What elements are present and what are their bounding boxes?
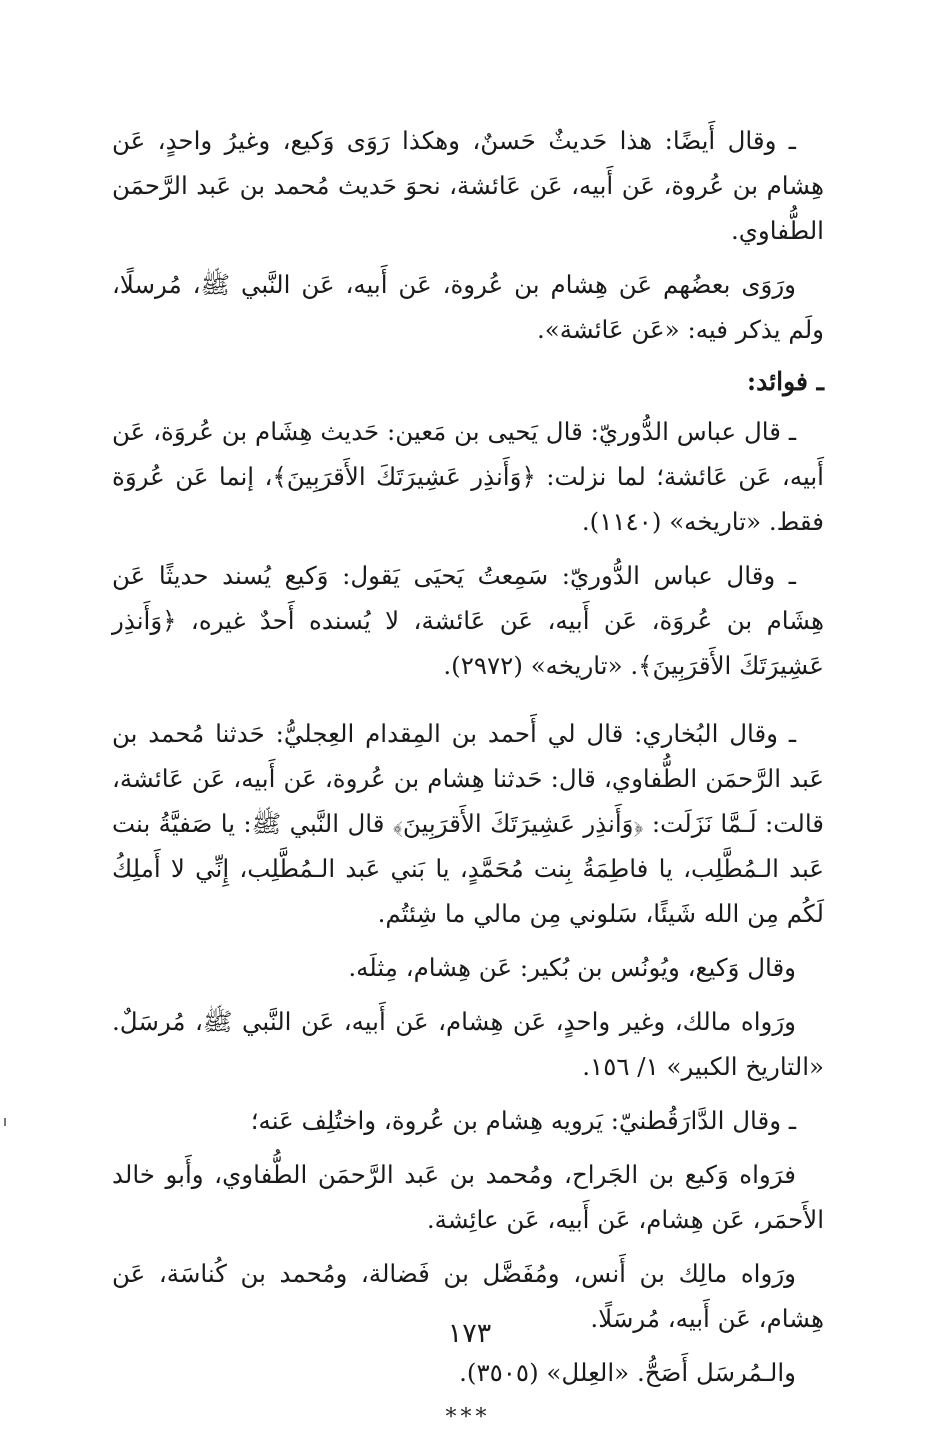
paragraph-fawaid-4: وقال وَكيع، ويُونُس بن بُكير: عَن هِشام، مِثلَه. [348, 953, 796, 982]
scan-mark [4, 1118, 6, 1126]
section-heading-fawaid: ـ فوائد: [746, 367, 824, 396]
paragraph-fawaid-3: ـ وقال البُخاري: قال لي أَحمد بن المِقدام العِجليُّ: حَدثنا مُحمد بن عَبد الرَّحمَن الطُّفاوي، قال: حَدثنا هِشام بن عُروة، عَن أَبيه، عَن عَائشة، قالت: لَـمَّا نَزَلَت: ﴿وَأَنذِر عَشِيرَتَكَ الأَقرَبِينَ﴾ قال النَّبي ﷺ: يا صَفيَّةُ بنت عَبد الـمُطَّلِب، يا فاطِمَةُ بِنت مُحَمَّدٍ، يا بَني عَبد الـمُطَّلِب، إِنِّي لا أَملِكُ لَكُم مِن الله شَيئًا، سَلوني مِن مالي ما شِئتُم. [112, 719, 824, 928]
paragraph-mursal-note: ورَوَى بعضُهم عَن هِشام بن عُروة، عَن أَبيه، عَن النَّبي ﷺ، مُرسلًا، ولَم يذكر فيه: «عَن عَائشة». [112, 270, 824, 344]
paragraph-fawaid-6: ـ وقال الدَّارَقُطنيّ: يَرويه هِشام بن عُروة، واختُلِف عَنه؛ [250, 1106, 796, 1135]
section-separator: *** [445, 1405, 491, 1430]
paragraph-fawaid-5: ورَواه مالك، وغير واحدٍ، عَن هِشام، عَن أَبيه، عَن النَّبي ﷺ، مُرسَلٌ. «التاريخ الكبير» ١/ ١٥٦. [112, 1007, 824, 1081]
paragraph-tirmidhi-quote: ـ وقال أَيضًا: هذا حَديثٌ حَسنٌ، وهكذا رَوَى وَكيع، وغيرُ واحدٍ، عَن هِشام بن عُروة، عَن أَبيه، عَن عَائشة، نحوَ حَديث مُحمد بن عَبد الرَّحمَن الطُّفاوي. [112, 126, 824, 245]
paragraph-fawaid-7: فرَواه وَكيع بن الجَراح، ومُحمد بن عَبد الرَّحمَن الطُّفاوي، وأَبو خالد الأَحمَر، عَن هِشام، عَن أَبيه، عَن عائِشة. [112, 1160, 824, 1234]
page-number: ١٧٣ [447, 1318, 492, 1349]
paragraph-fawaid-1: ـ قال عباس الدُّوريّ: قال يَحيى بن مَعين: حَديث هِشَام بن عُروَة، عَن أَبيه، عَن عَائشة؛ لما نزلت: ﴿وَأَنذِر عَشِيرَتَكَ الأَقرَبِينَ﴾، إنما عَن عُروَة فقط. «تاريخه» (١١٤٠). [112, 417, 824, 536]
paragraph-gap [112, 697, 824, 711]
paragraph-fawaid-8: ورَواه مالِك بن أَنس، ومُفَضَّل بن فَضالة، ومُحمد بن كُناسَة، عَن هِشام، عَن أَبيه، مُرسَلًا. [112, 1259, 824, 1333]
paragraph-fawaid-9: والـمُرسَل أَصَحُّ. «العِلل» (٣٥٠٥). [459, 1358, 796, 1387]
paragraph-fawaid-2: ـ وقال عباس الدُّوريّ: سَمِعتُ يَحيَى يَقول: وَكيع يُسند حديثًا عَن هِشَام بن عُروَة، عَن أَبيه، عَن عَائشة، لا يُسنده أَحدٌ غيره، ﴿وَأَنذِر عَشِيرَتَكَ الأَقرَبِينَ﴾. «تاريخه» (٢٩٧٢). [112, 561, 824, 680]
page-body [112, 118, 824, 1430]
